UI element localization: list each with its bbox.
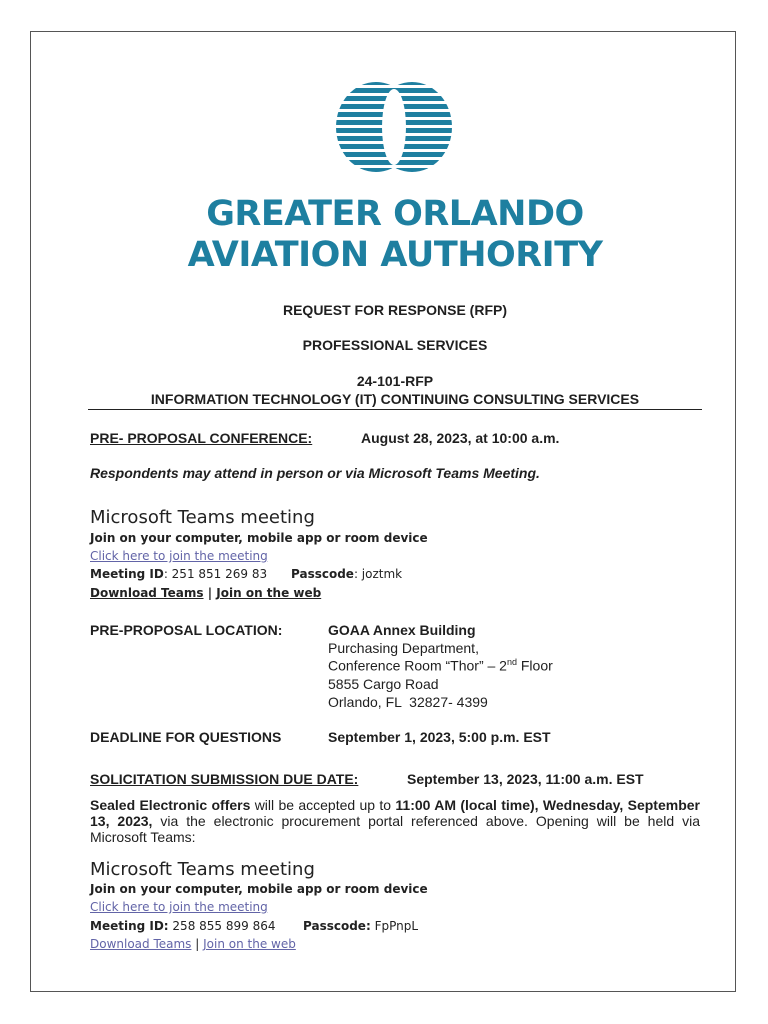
submission-paragraph: [90, 797, 700, 845]
location-dept: Purchasing Department,: [328, 640, 479, 656]
location-label: PRE-PROPOSAL LOCATION:: [90, 622, 283, 638]
submission-p3: 11:00 AM (local time), Wednesday, September 13, 2023,: [90, 797, 700, 829]
submission-p2: will be accepted up to: [250, 797, 396, 813]
meeting-id-label-1: Meeting ID: [90, 567, 164, 581]
rfp-title: REQUEST FOR RESPONSE (RFP): [282, 302, 508, 318]
submission-p4: via the electronic procurement portal referenced above. Opening will be held via Microsoft Teams:: [90, 813, 700, 845]
teams-meeting-heading-2: Microsoft Teams meeting: [90, 859, 315, 880]
org-name-line1: GREATER ORLANDO: [206, 194, 584, 234]
join-meeting-link-1[interactable]: Click here to join the meeting: [90, 549, 268, 563]
teams-join-text-1: Join on your computer, mobile app or room device: [90, 531, 428, 545]
join-web-link-2[interactable]: Join on the web: [203, 937, 296, 951]
passcode-value-1: : joztmk: [353, 567, 403, 581]
teams-join-text-2: Join on your computer, mobile app or room device: [90, 882, 428, 896]
rfp-number: 24-101-RFP: [356, 373, 434, 389]
location-city: Orlando, FL 32827- 4399: [328, 694, 488, 710]
passcode-2: [303, 919, 418, 933]
join-meeting-link-2[interactable]: Click here to join the meeting: [90, 900, 268, 914]
link-separator-2: |: [191, 937, 204, 951]
location-room-suffix: Floor: [516, 657, 553, 674]
meeting-id-2: [90, 919, 275, 933]
conference-label: PRE- PROPOSAL CONFERENCE:: [90, 430, 313, 446]
meeting-id-value-2: 258 855 899 864: [168, 919, 276, 933]
teams-links-2: [90, 937, 296, 951]
rfp-project: INFORMATION TECHNOLOGY (IT) CONTINUING CONSULTING SERVICES: [150, 391, 640, 407]
passcode-value-2: FpPnpL: [370, 919, 419, 933]
conference-note: Respondents may attend in person or via Microsoft Teams Meeting.: [90, 465, 540, 481]
org-name-line2: AVIATION AUTHORITY: [187, 235, 603, 275]
rfp-category: PROFESSIONAL SERVICES: [302, 337, 488, 353]
questions-deadline: September 1, 2023, 5:00 p.m. EST: [328, 729, 551, 745]
link-separator-1: |: [203, 586, 217, 600]
location-room-prefix: Conference Room “Thor” – 2: [328, 657, 507, 674]
location-room: [328, 657, 553, 674]
questions-label: DEADLINE FOR QUESTIONS: [90, 729, 282, 745]
goaa-logo-icon: [330, 80, 458, 176]
header-divider: [88, 409, 702, 410]
submission-label: SOLICITATION SUBMISSION DUE DATE:: [90, 771, 359, 787]
meeting-id-1: [90, 567, 267, 581]
submission-p1: Sealed Electronic offers: [90, 797, 251, 813]
passcode-label-1: Passcode: [291, 567, 354, 581]
download-teams-link-1[interactable]: Download Teams: [90, 586, 204, 600]
location-room-sup: nd: [506, 657, 517, 667]
teams-meeting-heading-1: Microsoft Teams meeting: [90, 507, 315, 528]
join-web-link-1[interactable]: Join on the web: [216, 586, 322, 600]
location-street: 5855 Cargo Road: [328, 676, 439, 692]
conference-date: August 28, 2023, at 10:00 a.m.: [361, 430, 560, 446]
location-building: GOAA Annex Building: [328, 622, 476, 638]
download-teams-link-2[interactable]: Download Teams: [90, 937, 192, 951]
passcode-label-2: Passcode:: [303, 919, 371, 933]
submission-date: September 13, 2023, 11:00 a.m. EST: [407, 771, 644, 787]
meeting-id-label-2: Meeting ID:: [90, 919, 169, 933]
meeting-id-value-1: : 251 851 269 83: [163, 567, 268, 581]
passcode-1: [291, 567, 402, 581]
teams-links-1: [90, 586, 321, 600]
